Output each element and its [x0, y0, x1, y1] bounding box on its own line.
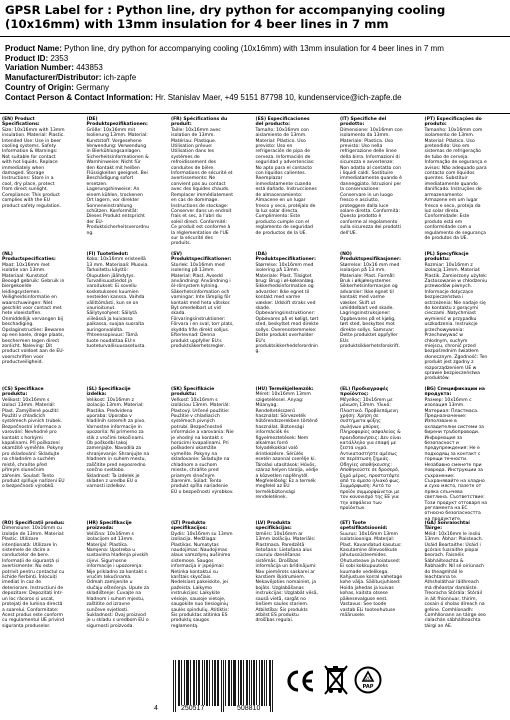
spec-heading: (CS) Specifikace produktu:: [2, 387, 44, 398]
product-info-value: Python line, dry python for accompanying cooling (10x16mm) with 13mm insulation for 4 beer lines in 7 mm: [64, 44, 444, 53]
spec-body: Dydis: 10x16mm su 13mm izoliacija. Medžiaga: Plastikas. Numatytas naudojimas: Naudojimas alaus vamzdynų aušinimo sistemose. Saugos informacija ir įspėjimai: Netinka kontaktui su karštais skysčiais. Nedelsiant pakeiskite, jei pažeista. Laikymo instrukcijos: Laikykite vėsioje, sausoje vietoje, saugokite nuo tiesioginių saulės spindulių. Atitiktis: Šis produktas atitinka ES produktų saugos reglamentą.: [171, 531, 233, 629]
spec-body: Rozmiar: 10x16mm z izolacją 13mm. Materiał: Plastik. Zamierzony użytek: Zastosowanie w chłodzeniu przewodów piwnych. Informacje dotyczące bezpieczeństwa i ostrzeżenia: Nie nadaje się do kontaktu z gorącymi cieczami. Natychmiast wymienić w przypadku uszkodzenia. Instrukcje przechowywania: Przechowywać w chłodnym, suchym miejscu, chronić przed bezpośrednim światłem słonecznym. Zgodność: Ten produkt jest zgodny z rozporządzeniem UE w sprawie bezpieczeństwa produktów.: [424, 262, 488, 382]
pap-recycle-icon: [354, 666, 382, 694]
spec-block: [340, 387, 403, 517]
product-info-label: Product ID:: [5, 53, 49, 63]
spec-body: Maat: 10x16mm met isolatie van 13mm. Materiaal: Kunststof. Beoogd gebruik: Gebruik in biergekoelde leidingsystemen. Veiligheidsinformatie en waarschuwingen: Niet geschikt voor contact met hete vloeistoffen. Onmiddellijk vervangen bij beschadiging. Opslaginstructies: Bewaren op een koele, droge plaats, beschermen tegen direct zonlicht. Naleving: Dit product voldoet aan de EU-voorschriften voor productveiligheid.: [2, 262, 65, 366]
product-info-value: 443853: [76, 63, 103, 73]
spec-heading: (NL) Productspecificaties:: [2, 252, 56, 263]
spec-body: Suurus: 10x16mm 13mm isolatsiooniga. Materjal: Plast. Kavandatud kasutus: Kasutamine õllevoolikute jahutussüsteemides. Ohutusteave ja hoiatused: Ei sobi kokkupuuteks kuumade vedelikega. Kahjustuse korral vahetage kohe välja. Säilitusjuhised: Hoida jahedas ja kuivas kohas, kaitsta otsese päikesevalguse eest. Vastavus: See toode vastab ELi tooteohutuse määrusele.: [340, 531, 403, 618]
spec-block: [424, 387, 488, 522]
spec-block: [171, 252, 234, 382]
title-divider: [0, 36, 510, 37]
spec-body: Veľkosť: 10x16mm s izoláciou 13mm. Materiál: Plastový. Určené použitie: Použitie v chladiacich systémoch pivných potrubí. Bezpečnostné informácie a varovania: Nie je vhodný na kontakt s horúcimi kvapalinami. Pri poškodení okamžite vymeňte. Pokyny na skladovanie: Skladujte na chladnom a suchom mieste, chráňte pred priamym slnečným žiarením. Súlad: Tento produkt spĺňa nariadenie EÚ o bezpečnosti výrobkov.: [171, 397, 234, 495]
spec-block: [340, 117, 403, 247]
spec-block: [256, 387, 319, 517]
product-info-label: Contact Person & Contact Information:: [5, 92, 154, 102]
barcode-digits-left: 250517: [181, 705, 205, 712]
spec-body: Velikost: 10x16mm s izolací 13mm. Materiál: Plast. Zamýšlené použití: Použití v chladicích systémech pivních trubek. Bezpečnostní informace a varování: Nevhodné pro kontakt s horkými kapalinami. Při poškození okamžitě vyměňte. Pokyny pro skladování: Skladujte na chladném a suchém místě, chraňte před přímým slunečním zářením. Soulad: Tento produkt splňuje nařízení EU o bezpečnosti výrobků.: [2, 397, 65, 490]
spec-heading: (SL) Specifikacije izdelka:: [86, 387, 131, 398]
spec-heading: (EL) Προδιαγραφές προϊόντος:: [340, 387, 389, 398]
spec-heading: (PT) Especificações do produto:: [424, 117, 482, 128]
spec-block: [171, 117, 234, 247]
spec-body: Izmērs: 10x16mm ar 13mm izolāciju. Materiāls: Plastmasa. Paredzētā lietošana: Lietošana alus cauruļu dzesēšanas sistēmās. Drošības informācija un brīdinājumi: Nav piemērots saskarei ar karstiem šķidrumiem. Nekavējoties nomainiet, ja bojāts. Uzglabāšanas instrukcijas: Uzglabāt vēsā, sausā vietā, sargāt no tiešiem saules stariem. Atbilstība: Šis produkts atbilst ES produktu drošības regulai.: [255, 531, 318, 624]
spec-heading: (HR) Specifikacije proizvoda:: [86, 521, 132, 532]
spec-heading: (FR) Spécifications du produit:: [171, 117, 228, 128]
product-info-value: Hr. Stanislav Maer, +49 5151 87798 10, kundenservice@ich-zapfe.de: [155, 92, 402, 102]
spec-heading: (PL) Specyfikacje produktu:: [424, 252, 469, 263]
spec-body: Размер: 10x16mm с изолация 13mm. Материал: Пластмаса. Предназначение: Използване в охладителни системи за бирени тръбопроводи. Информация за безопасност и предупреждения: Не е подходящ за контакт с горещи течности. Незабавно сменете при повреда. Инструкции за съхранение: Съхранявайте на хладно и сухо място, пазете от пряка слънчева светлина. Съответствие: Този продукт отговаря на регламента на ЕС относно безопасността на продуктите.: [424, 397, 488, 522]
spec-heading: (IT) Specifiche del prodotto:: [340, 117, 387, 128]
product-info-label: Country of Origin:: [5, 82, 74, 92]
spec-block: [2, 117, 65, 247]
spec-block: [256, 117, 319, 247]
spec-block: [2, 252, 65, 382]
spec-body: Velikost: 10x16mm z izolacijo 13mm. Material: Plastika. Predvidena uporaba: Uporaba v hladilnih sistemih za pivo. Varnostne informacije in opozorila: Ni primerno za stik z vročimi tekočinami. Ob poškodbi takoj zamenjajte. Navodila za shranjevanje: Shranjujte na hladnem in suhem mestu, zaščitite pred neposredno sončno svetlobo. Skladnost: Ta izdelek je skladen z uredbo EU o varnosti izdelkov.: [86, 397, 150, 490]
recycle-text: PAP: [362, 684, 374, 690]
spec-heading: (GA) Sonraíochtaí Táirge:: [424, 521, 470, 532]
spec-block: [256, 521, 319, 651]
product-info-value: 2353: [50, 53, 69, 63]
spec-heading: (LT) Produkto specifikacijos:: [171, 521, 208, 532]
spec-body: Taille: 10x16mm avec isolation de 13mm. Matériau: Plastique. Utilisation prévue: Utilisation dans les systèmes de refroidissement des conduites de bière. Informations de sécurité et avertissements: Ne convient pas au contact avec des liquides chauds. Remplacer immédiatement en cas de dommage. Instructions de stockage: Conserver dans un endroit frais et sec, à l'abri du soleil direct. Conformité: Ce produit est conforme à la réglementation de l'UE sur la sécurité des produits.: [171, 127, 234, 247]
spec-body: Veličina: 10x16mm s izolacijom od 13mm. Materijal: Plastika. Namjena: Upotreba u sustavima hlađenja pivskih cijevi. Sigurnosne informacije i upozorenja: Nije prikladno za kontakt s vrućim tekućinama. Odmah zamijenite u slučaju oštećenja. Upute za skladištenje: Čuvajte na hladnom i suhom mjestu, zaštitite od izravne sunčeve svjetlosti. Sukladnost: Ovaj proizvod je u skladu s uredbom EU o sigurnosti proizvoda.: [86, 531, 150, 629]
spec-body: Méid: 10x16mm le insliú 13mm. Ábhar: Plaisteach. Úsáid Beartaithe: Úsáid i gcórais fuaraithe píopaí beorach. Faisnéis Sábháilteachta & Rabhaidh: Níl sé oiriúnach do theagmháil le leachtanna te. Athsholáthair láithreach má dhéantar damáiste. Treoracha Stórála: Stóráil in áit fhionnuar, thirim, cosain ó sholas díreach na gréine. Comhlíonadh: Comhlíonann an táirge seo rialachán sábháilteachta táirgí an AE.: [424, 531, 486, 629]
spec-block: [340, 252, 403, 382]
spec-block: [87, 252, 150, 382]
product-info-label: Variation Number:: [5, 63, 74, 73]
spec-heading: (HU) Termékjellemzők:: [255, 387, 314, 392]
spec-heading: (EN) Product Specifications:: [2, 117, 40, 128]
spec-body: Storlek: 10x16mm med isolering på 13mm. Material: Plast. Avsedd användning: Användning i öl-rörsystem kylning. Säkerhetsinformation och varningar: Inte lämplig för kontakt med heta vätskor. Byt omedelbart ut vid skada. Förvaringsinstruktioner: Förvara i en sval, torr plats, skydda från direkt solljus. Efterlevnad: Denna produkt uppfyller EU:s produktsäkerhetsregler.: [171, 262, 234, 349]
spec-body: Størrelse: 10x16 mm med isolasjon på 13 mm. Materiale: Plast. Formål: Bruk i ølkjølesystemer. Sikkerhetsinformasjon og advarsler: Ikke egnet til kontakt med varme væsker. Skift ut umiddelbart ved skade. Lagringsinstruksjoner: Oppbevares på et kjølig, tørt sted, beskyttes mot direkte sollys. Samsvar: Dette produktet oppfyller EUs produktsikkerhetsforskrift.: [340, 262, 400, 349]
product-info-row: [5, 54, 507, 64]
spec-heading: (DE) Produktspezifikationen:: [86, 117, 148, 128]
recycle-code: 20: [365, 677, 371, 682]
info-divider: [0, 113, 510, 114]
spec-block: [425, 117, 488, 247]
spec-body: Tamaño: 10x16mm con aislamiento de 13mm. Material: Plástico. Uso previsto: Uso en refrigeración de pipa de cerveza. Información de seguridad y advertencias: No apto para el contacto con líquidos calientes. Reemplazar inmediatamente cuando está dañado. Instrucciones de almacenamiento: Almacene en un lugar fresco y seco, protéjalo de la luz solar directa. Cumplimiento: Este producto cumple con el reglamento de seguridad de productos de la UE.: [255, 127, 317, 236]
product-info-label: Manufacturer/Distributor:: [5, 73, 102, 83]
spec-heading: (RO) Specificații produs:: [2, 521, 65, 526]
spec-block: [340, 521, 403, 651]
spec-block: [2, 387, 65, 517]
product-info-value: Germany: [76, 82, 110, 92]
barcode-digit-prefix: 4: [154, 705, 158, 712]
spec-block: [2, 521, 65, 651]
spec-heading: (LV) Produkta specifikācijas:: [255, 521, 292, 532]
spec-body: Koko: 10x16mm eristeellä 13 mm. Materiaali: Muovia. Tarkoitettu käyttö: Oluputken jäähdytys. Turvallisuustiedot ja varoitukset: Ei sovellu kosketukseen kuumien nesteiden kanssa. Vaihda välittömästi, kun se on vaurioitunut. Säilytysohjeet: Säilytä viileässä ja kuivassa paikassa, suojaa suoralta auringonvalolta. Yhteensopivuus: Tämä tuote noudattaa EU:n tuoteturvallisuusasetusta.: [86, 257, 149, 349]
spec-block: [87, 387, 150, 517]
spec-heading: (DA) Produktspecifikationer:: [255, 252, 316, 263]
spec-body: Størrelse: 10x16mm med isolering på 13mm. Materiale: Plast. Tilsigtet brug: Brug i øl-køleanlæg. Sikkerhedsinformation og advarsler: Ikke egnet til kontakt med varme væsker. Udskift straks ved skade. Opbevaringsinstruktioner: Opbevares på et køligt, tørt sted, beskyttet mod direkte sollys. Overensstemmelse: Dette produkt overholder EU's produktsikkerhedsforordning.: [255, 262, 319, 355]
footer: [0, 658, 510, 720]
spec-block: [87, 521, 150, 651]
product-info-row: [5, 63, 507, 73]
spec-heading: (SK) Špecifikácie produktu:: [171, 387, 215, 398]
product-info-row: [5, 44, 507, 54]
spec-heading: (FI) Tuotetiedot:: [86, 252, 129, 257]
product-info-label: Product Name:: [5, 44, 62, 53]
product-info-row: [5, 73, 507, 83]
spec-body: Size: 10x16mm with 13mm insulation. Material: Plastic. Intended Use: Use in beer cooling systems. Safety Information & Warnings: Not suitable for contact with hot liquids. Replace immediately when damaged. Storage Instructions: Store in a cool, dry place, protect from direct sunlight. Compliance: This product complies with the EU product safety regulation.: [2, 127, 65, 209]
spec-body: Tamanho: 10x16mm com isolamento de 13mm. Material: Plástico. Uso pretendido: Uso em sistemas de refrigeração de tubo de cerveja. Informação de segurança e avisos: Não adequado para contacto com líquidos quentes. Substituir imediatamente quando danificado. Instruções de armazenamento: Armazene em um lugar fresco e seco, proteja da luz solar direta. Conformidade: Este produto está em conformidade com o regulamento de segurança de produtos da UE.: [424, 127, 487, 241]
crossed-out-wheelie-bin-icon: [323, 663, 349, 697]
spec-heading: (NO) Produktspesifikasjoner:: [340, 252, 401, 263]
spec-block: [256, 252, 319, 382]
spec-body: Größe: 10x16mm mit Isolierung 13mm. Material: Kunststoff. Vorgesehene Verwendung: Verwendung in Bierkühlungsanlagen. Sicherheitsinformationen & Warnhinweise: Nicht für den Kontakt mit heißen Flüssigkeiten geeignet. Bei Beschädigung sofort ersetzen. Lagerungshinweise: An einem kühlen, trockenen Ort lagern, vor direkter Sonneneinstrahlung schützen. Konformität: Dieses Produkt entspricht der EU-Produktsicherheitsverordnung.: [86, 127, 150, 236]
spec-heading: (BG) Спецификации на продукта:: [424, 387, 485, 398]
spec-block: [425, 521, 488, 651]
spec-heading: (SV) Produktspecifikationer:: [171, 252, 232, 263]
spec-body: Méret: 10x16mm 13mm szigeteléssel. Anyag: Műanyag. Rendeltetésszerű használat: Sörvezeték hűtőrendszerekben történő használat. Biztonsági információk és figyelmeztetések: Nem alkalmas forró folyadékokkal való érintkezésre. Sérülés esetén azonnal cserélje ki. Tárolási utasítások: Hűvös, száraz helyen tárolja, védje a közvetlen napfénytől. Megfelelőség: Ez a termék megfelel az EU termékbiztonsági rendeletének.: [255, 392, 319, 501]
spec-body: Μέγεθος: 10x16mm με μόνωση 13mm. Υλικό: Πλαστικό. Προβλεπόμενη χρήση: Χρήση σε συστήματα ψύξης σωλήνων μπύρας. Πληροφορίες ασφαλείας & προειδοποιήσεις: Δεν είναι κατάλληλο για επαφή με ζεστά υγρά. Αντικαταστήστε αμέσως σε περίπτωση ζημιάς. Οδηγίες αποθήκευσης: Αποθηκεύστε σε δροσερό, ξηρό μέρος, προστατέψτε από το άμεσο ηλιακό φως. Συμμόρφωση: Αυτό το προϊόν συμμορφώνεται με τον κανονισμό της ΕΕ για την ασφάλεια των προϊόντων.: [340, 397, 402, 511]
barcode-digits-right: 508810: [237, 705, 261, 712]
product-info-row: [5, 83, 507, 93]
specifications-grid: [2, 117, 510, 655]
ce-mark-icon: [286, 669, 316, 693]
product-info-value: ich-zapfe: [103, 73, 137, 83]
spec-body: Dimensiune: 10x16mm cu izolație de 13mm. Material: Plastic. Utilizare intenționată: Utilizare în sistemele de răcire a conductelor de bere. Informații de siguranță și avertismente: Nu este potrivit pentru contactul cu lichide fierbinți. Înlocuiți imediat în caz de deteriorare. Instrucțiuni de depozitare: Depozitați într-un loc răcoros și uscat, protejați de lumina directă a soarelui. Conformitate: Acest produs este conform cu regulamentul UE privind siguranța produselor.: [2, 526, 65, 629]
product-info: [5, 44, 507, 102]
product-info-row: [5, 93, 507, 103]
spec-heading: (ES) Especificaciones del producto:: [255, 117, 310, 128]
spec-block: [87, 117, 150, 247]
spec-block: [171, 521, 234, 651]
spec-block: [425, 252, 488, 382]
spec-block: [171, 387, 234, 517]
spec-heading: (ET) Toote spetsifikatsioonid:: [340, 521, 388, 532]
spec-body: Dimensione: 10x16mm con isolamento da 13mm. Materiale: Plastica. Uso previsto: Uso nella refrigerazione delle linee della birra. Informazioni di sicurezza e avvertenze: Non adatto al contatto con i liquidi caldi. Sostituire immediatamente quando è danneggiato. Istruzioni per la conservazione: Conservare in un luogo fresco e asciutto, proteggere dalla luce solare diretta. Conformità: Questo prodotto è conforme al regolamento sulla sicurezza dei prodotti dell'UE.: [340, 127, 403, 236]
label-title: GPSR Label for : Python line, dry python for accompanying cooling (10x16mm) with 13mm insulation for 4 beer lines in 7 mm: [5, 3, 446, 31]
